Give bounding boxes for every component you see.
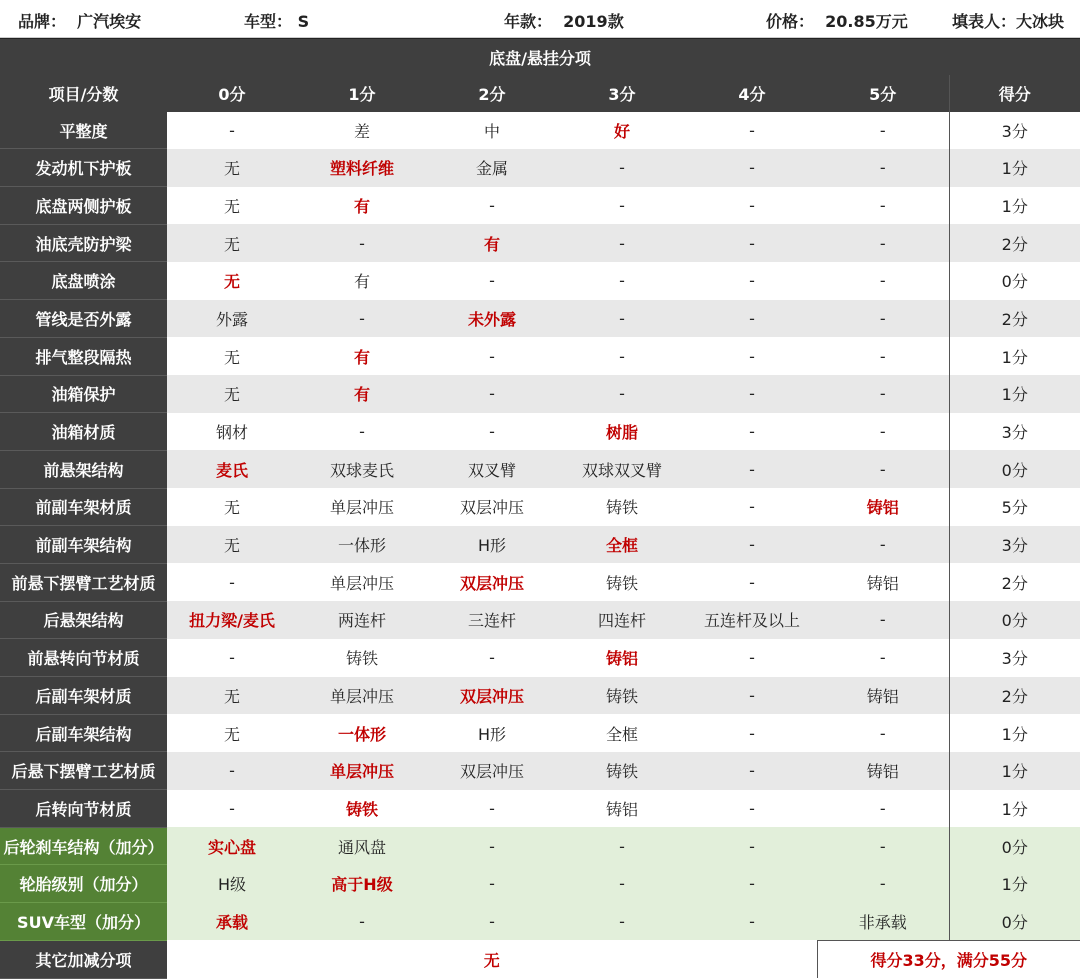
table-row: [0, 450, 1080, 488]
table-cell: -: [427, 865, 557, 903]
author-label: 填表人：: [952, 12, 1017, 31]
table-cell: -: [297, 224, 427, 262]
table-cell: H形: [427, 714, 557, 752]
table-cell: -: [687, 677, 817, 715]
row-score: 0分: [949, 903, 1080, 941]
table-row: [0, 790, 1080, 828]
table-cell: 双球双叉臂: [557, 450, 687, 488]
table-cell: 有: [297, 337, 427, 375]
table-cell: 承载: [167, 903, 297, 941]
row-label: 管线是否外露: [0, 300, 167, 338]
table-row: [0, 149, 1080, 187]
table-cell: -: [687, 865, 817, 903]
table-row: [0, 677, 1080, 715]
table-cell: -: [297, 413, 427, 451]
table-cell: -: [817, 639, 949, 677]
table-row: [0, 224, 1080, 262]
table-cell: -: [817, 790, 949, 828]
table-cell: 一体形: [297, 526, 427, 564]
table-cell: 铸铝: [817, 752, 949, 790]
year-label: 年款：: [504, 12, 553, 31]
table-cell: 铸铝: [557, 639, 687, 677]
column-header: 5分: [817, 75, 949, 112]
column-header: 得分: [949, 75, 1080, 112]
row-label: 油底壳防护梁: [0, 224, 167, 262]
table-cell: 铸铝: [817, 563, 949, 601]
table-cell: -: [297, 903, 427, 941]
row-label: 前悬转向节材质: [0, 639, 167, 677]
table-cell: 双球麦氏: [297, 450, 427, 488]
brand-value: 广汽埃安: [77, 12, 142, 31]
table-cell: 全框: [557, 526, 687, 564]
table-cell: -: [557, 224, 687, 262]
table-cell: -: [687, 262, 817, 300]
column-header: 1分: [297, 75, 427, 112]
footer-row: [0, 940, 1080, 978]
table-cell: 两连杆: [297, 601, 427, 639]
row-score: 2分: [949, 563, 1080, 601]
table-row: [0, 903, 1080, 941]
table-cell: -: [557, 300, 687, 338]
model-label: 车型：: [244, 12, 293, 31]
price-label: 价格：: [766, 12, 815, 31]
table-cell: -: [427, 375, 557, 413]
table-cell: -: [817, 526, 949, 564]
table-cell: -: [557, 337, 687, 375]
row-label: 后副车架结构: [0, 714, 167, 752]
table-cell: -: [817, 601, 949, 639]
table-cell: 单层冲压: [297, 488, 427, 526]
table-cell: -: [817, 714, 949, 752]
row-label: 前副车架材质: [0, 488, 167, 526]
footer-value: 无: [167, 940, 817, 978]
table-cell: 铸铁: [297, 639, 427, 677]
table-cell: 无: [167, 488, 297, 526]
table-cell: -: [427, 903, 557, 941]
table-cell: 有: [297, 375, 427, 413]
author-info: [952, 9, 1064, 32]
table-cell: 铸铝: [817, 488, 949, 526]
table-cell: -: [817, 224, 949, 262]
table-cell: -: [687, 714, 817, 752]
table-cell: 金属: [427, 149, 557, 187]
table-cell: 塑料纤维: [297, 149, 427, 187]
section-title: 底盘/悬挂分项: [0, 38, 1080, 75]
table-cell: -: [167, 112, 297, 149]
row-score: 2分: [949, 224, 1080, 262]
table-row: [0, 827, 1080, 865]
row-label: 发动机下护板: [0, 149, 167, 187]
table-cell: -: [817, 827, 949, 865]
row-label: 后轮刹车结构（加分）: [0, 827, 167, 865]
table-cell: -: [167, 752, 297, 790]
row-label: 前悬架结构: [0, 450, 167, 488]
table-cell: 无: [167, 149, 297, 187]
model-info: [244, 9, 309, 32]
table-cell: -: [687, 903, 817, 941]
table-row: [0, 375, 1080, 413]
table-cell: -: [687, 827, 817, 865]
table-cell: -: [817, 413, 949, 451]
table-cell: 四连杆: [557, 601, 687, 639]
row-label: 轮胎级别（加分）: [0, 865, 167, 903]
table-cell: -: [687, 639, 817, 677]
row-score: 1分: [949, 865, 1080, 903]
table-row: [0, 262, 1080, 300]
row-label: 油箱保护: [0, 375, 167, 413]
table-cell: -: [427, 262, 557, 300]
table-cell: 双层冲压: [427, 488, 557, 526]
table-cell: 一体形: [297, 714, 427, 752]
table-cell: -: [557, 865, 687, 903]
row-label: 排气整段隔热: [0, 337, 167, 375]
footer-label: 其它加减分项: [0, 940, 167, 978]
table-cell: 实心盘: [167, 827, 297, 865]
table-cell: 无: [167, 262, 297, 300]
row-score: 2分: [949, 677, 1080, 715]
table-cell: -: [167, 790, 297, 828]
row-score: 1分: [949, 790, 1080, 828]
table-cell: 铸铁: [557, 677, 687, 715]
table-cell: -: [817, 300, 949, 338]
table-cell: -: [687, 526, 817, 564]
brand-label: 品牌：: [18, 12, 67, 31]
table-cell: 钢材: [167, 413, 297, 451]
table-cell: -: [427, 337, 557, 375]
table-cell: -: [167, 639, 297, 677]
table-cell: -: [687, 488, 817, 526]
table-cell: -: [427, 827, 557, 865]
table-cell: -: [557, 903, 687, 941]
year-info: [504, 9, 624, 32]
table-cell: -: [167, 563, 297, 601]
table-row: [0, 714, 1080, 752]
table-row: [0, 639, 1080, 677]
table-body: [0, 75, 1080, 978]
row-score: 1分: [949, 752, 1080, 790]
table-cell: 全框: [557, 714, 687, 752]
table-cell: 有: [297, 262, 427, 300]
row-score: 3分: [949, 413, 1080, 451]
table-cell: -: [297, 300, 427, 338]
table-cell: 无: [167, 337, 297, 375]
row-label: 底盘两侧护板: [0, 187, 167, 225]
table-cell: -: [687, 224, 817, 262]
table-cell: 麦氏: [167, 450, 297, 488]
row-label: SUV车型（加分）: [0, 903, 167, 941]
table-cell: -: [687, 375, 817, 413]
table-cell: 铸铁: [557, 752, 687, 790]
table-cell: -: [817, 337, 949, 375]
table-cell: 高于H级: [297, 865, 427, 903]
table-row: [0, 526, 1080, 564]
table-cell: -: [557, 262, 687, 300]
table-cell: -: [817, 262, 949, 300]
table-row: [0, 112, 1080, 149]
table-row: [0, 488, 1080, 526]
row-label: 油箱材质: [0, 413, 167, 451]
table-row: [0, 413, 1080, 451]
row-score: 5分: [949, 488, 1080, 526]
row-score: 3分: [949, 639, 1080, 677]
table-cell: 无: [167, 677, 297, 715]
table-cell: 单层冲压: [297, 563, 427, 601]
table-cell: -: [687, 563, 817, 601]
column-header: 2分: [427, 75, 557, 112]
table-cell: H形: [427, 526, 557, 564]
row-score: 1分: [949, 714, 1080, 752]
table-cell: -: [817, 149, 949, 187]
row-label: 平整度: [0, 112, 167, 149]
table-cell: -: [687, 149, 817, 187]
price-value: 20.85万元: [825, 12, 908, 31]
info-header: [0, 0, 1080, 38]
table-row: [0, 563, 1080, 601]
table-cell: 无: [167, 187, 297, 225]
table-cell: -: [687, 413, 817, 451]
table-cell: -: [817, 450, 949, 488]
author-value: 大冰块: [1016, 12, 1065, 31]
row-label: 前悬下摆臂工艺材质: [0, 563, 167, 601]
table-cell: 通风盘: [297, 827, 427, 865]
row-score: 1分: [949, 337, 1080, 375]
table-cell: -: [427, 639, 557, 677]
table-cell: 未外露: [427, 300, 557, 338]
table-row: [0, 601, 1080, 639]
row-score: 0分: [949, 827, 1080, 865]
row-score: 3分: [949, 526, 1080, 564]
table-cell: 树脂: [557, 413, 687, 451]
column-header: 项目/分数: [0, 75, 167, 112]
row-score: 2分: [949, 300, 1080, 338]
table-cell: H级: [167, 865, 297, 903]
year-value: 2019款: [563, 12, 624, 31]
price-info: [766, 9, 908, 32]
table-cell: 好: [557, 112, 687, 149]
table-cell: -: [427, 413, 557, 451]
model-value: S: [297, 12, 310, 31]
table-cell: 三连杆: [427, 601, 557, 639]
table-cell: -: [687, 187, 817, 225]
table-cell: 铸铁: [297, 790, 427, 828]
table-cell: 单层冲压: [297, 677, 427, 715]
table-cell: 无: [167, 224, 297, 262]
table-cell: 铸铝: [557, 790, 687, 828]
table-cell: -: [687, 112, 817, 149]
table-cell: 双层冲压: [427, 752, 557, 790]
table-cell: 单层冲压: [297, 752, 427, 790]
table-cell: -: [817, 187, 949, 225]
column-header-row: [0, 75, 1080, 112]
table-cell: 无: [167, 375, 297, 413]
row-score: 1分: [949, 187, 1080, 225]
table-cell: 铸铁: [557, 563, 687, 601]
table-cell: 双层冲压: [427, 563, 557, 601]
table-cell: -: [427, 790, 557, 828]
row-score: 3分: [949, 112, 1080, 149]
table-cell: 双叉臂: [427, 450, 557, 488]
brand-info: [18, 9, 141, 32]
row-label: 底盘喷涂: [0, 262, 167, 300]
row-label: 后副车架材质: [0, 677, 167, 715]
column-header: 0分: [167, 75, 297, 112]
table-row: [0, 865, 1080, 903]
table-cell: 铸铝: [817, 677, 949, 715]
row-label: 后悬下摆臂工艺材质: [0, 752, 167, 790]
table-cell: -: [427, 187, 557, 225]
table-cell: -: [557, 375, 687, 413]
table-cell: 双层冲压: [427, 677, 557, 715]
row-score: 1分: [949, 375, 1080, 413]
row-score: 0分: [949, 450, 1080, 488]
row-label: 后转向节材质: [0, 790, 167, 828]
table-cell: 中: [427, 112, 557, 149]
table-cell: -: [557, 149, 687, 187]
total-score: 得分33分，满分55分: [817, 940, 1080, 978]
table-cell: -: [817, 375, 949, 413]
row-score: 0分: [949, 262, 1080, 300]
table-cell: -: [687, 790, 817, 828]
table-cell: 有: [297, 187, 427, 225]
table-row: [0, 752, 1080, 790]
table-cell: -: [557, 187, 687, 225]
table-cell: 差: [297, 112, 427, 149]
table-row: [0, 187, 1080, 225]
table-cell: -: [817, 112, 949, 149]
table-cell: 有: [427, 224, 557, 262]
table-cell: -: [687, 752, 817, 790]
table-cell: -: [557, 827, 687, 865]
table-cell: -: [687, 300, 817, 338]
table-cell: -: [817, 865, 949, 903]
table-cell: 无: [167, 526, 297, 564]
table-cell: 五连杆及以上: [687, 601, 817, 639]
table-cell: 外露: [167, 300, 297, 338]
row-label: 前副车架结构: [0, 526, 167, 564]
row-score: 1分: [949, 149, 1080, 187]
column-header: 3分: [557, 75, 687, 112]
row-label: 后悬架结构: [0, 601, 167, 639]
table-cell: 无: [167, 714, 297, 752]
table-cell: 非承载: [817, 903, 949, 941]
score-table: [0, 75, 1080, 979]
table-cell: -: [687, 450, 817, 488]
table-cell: 扭力梁/麦氏: [167, 601, 297, 639]
table-row: [0, 300, 1080, 338]
table-cell: 铸铁: [557, 488, 687, 526]
column-header: 4分: [687, 75, 817, 112]
table-row: [0, 337, 1080, 375]
row-score: 0分: [949, 601, 1080, 639]
table-cell: -: [687, 337, 817, 375]
